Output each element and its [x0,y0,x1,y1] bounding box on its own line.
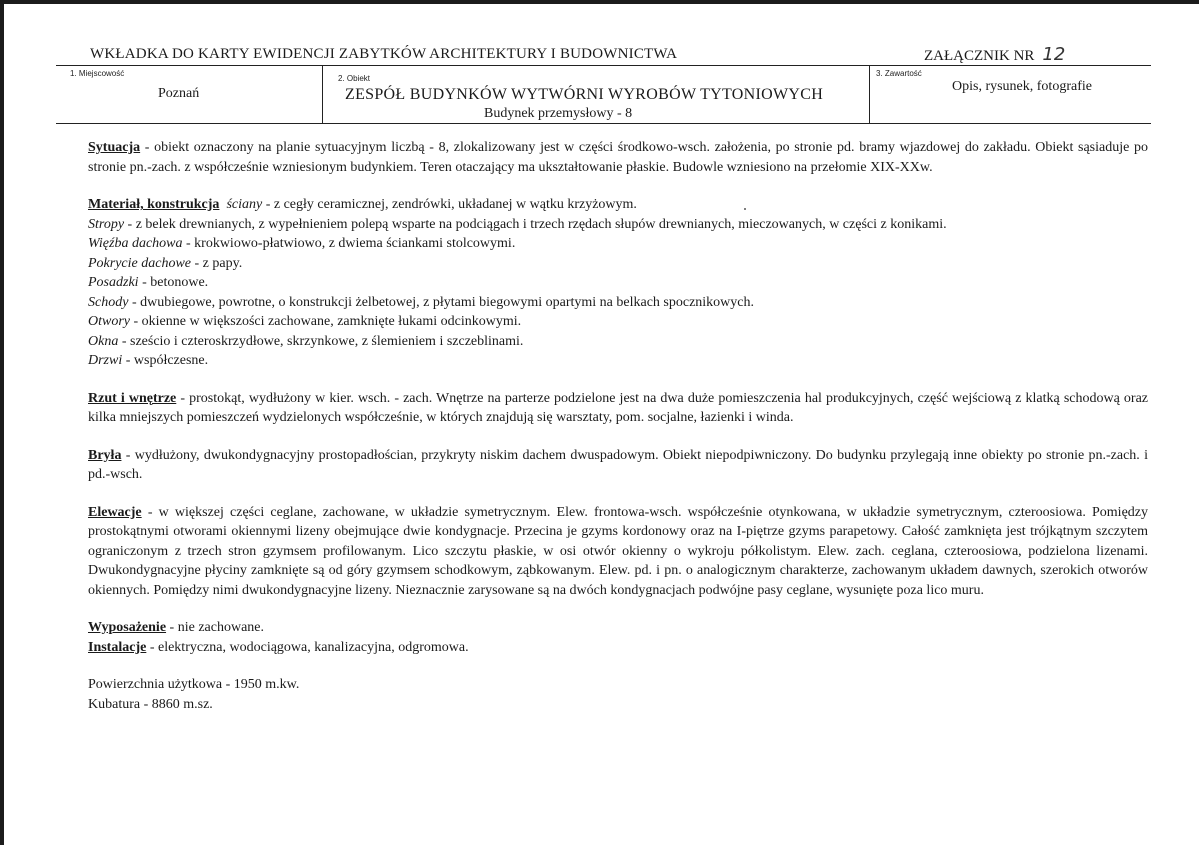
material-item-name: Schody [88,294,129,310]
document-body [88,138,1148,714]
material-item-name: Stropy [88,216,125,232]
material-line-0 [88,195,1148,215]
label-bryla: Bryła [88,447,122,463]
text-bryla: - wydłużony, dwukondygnacyjny prostopadłościan, przykryty niskim dachem dwuspadowym. Obiekt niepodpiwniczony. Do budynku przylegają inne obiekty po stronie pn.-zach. i pd.-wsch. [88,447,1148,482]
material-item-name: Pokrycie dachowe [88,255,192,271]
material-item-name: Okna [88,333,119,349]
material-line-3 [88,254,1148,274]
material-line-1 [88,215,1148,235]
annex-label-text: ZAŁĄCZNIK NR [924,48,1035,64]
label-sytuacja: Sytuacja [88,140,141,155]
material-item-text: - z belek drewnianych, z wypełnieniem polepą wsparte na podciągach i trzech rzędach słupów drewnianych, mieczowanych, w części z konikami. [124,216,947,232]
label-instalacje: Instalacje [88,639,147,655]
stat-area: Powierzchnia użytkowa - 1950 m.kw. [88,677,300,692]
section-elewacje [88,503,1148,601]
annex-label [924,44,1065,65]
material-item-text: - współczesne. [122,353,209,368]
header-divider-2 [869,65,870,123]
section-wyposazenie [88,618,1148,638]
label-rzut: Rzut i wnętrze [88,390,177,406]
material-item-text: - krokwiowo-płatwiowo, z dwiema ściankami stolcowymi. [182,236,516,251]
material-line-6 [88,312,1148,332]
field2-value: ZESPÓŁ BUDYNKÓW WYTWÓRNI WYROBÓW TYTONIOWYCH [345,86,824,103]
material-line-2 [88,234,1148,254]
section-sytuacja [88,138,1148,177]
material-item-text: - betonowe. [138,275,209,290]
material-item-name: Posadzki [88,275,139,290]
material-item-text: - dwubiegowe, powrotne, o konstrukcji żelbetowej, z płytami biegowymi opartymi na belkach spocznikowych. [128,294,755,310]
material-item-name: Drzwi [88,353,123,368]
material-item-name: ściany [226,197,263,212]
text-elewacje: - w większej części ceglane, zachowane, w układzie symetrycznym. Elew. frontowa-wsch. współcześnie otynkowana, w układzie symetrycznym, czteroosiowa. Pomiędzy prostokątnymi otworami okiennymi lizeny obejmujące dwie kondygnacje. Przecina je gzyms kordonowy oraz na I-piętrze gzyms parapetowy. Całość zamknięta jest trójkątnym szczytem ograniczonym z trzech stron gzymsem profilowanym. Lico szczytu płaskie, w osi otwór okienny o wykroju półkolistym. Elew. zach. ceglana, czteroosiowa, podzielona lizenami. Dwukondygnacyjne płyciny zamknięte są od góry gzymsem schodkowym, ząbkowanym. Elew. pd. i pn. o analogicznym charakterze, zachowanym układem dawnych, szerokich otworów okiennych. Pomiędzy nimi dwukondygnacyjne lizeny. Nieznacznie zarysowane są na dwóch kondygnacjach podwójne pasy ceglane, wysunięte poza lico muru. [88,504,1148,598]
section-rzut [88,389,1148,428]
field1-label: 1. Miejscowość [70,69,125,78]
field3-value: Opis, rysunek, fotografie [952,79,1092,94]
material-item-text: - sześcio i czteroskrzydłowe, skrzynkowe, z ślemieniem i szczeblinami. [118,333,524,349]
material-item-text: - okienne w większości zachowane, zamknięte łukami odcinkowymi. [130,314,522,329]
field2-label: 2. Obiekt [338,74,371,83]
scan-edge-left [0,0,4,845]
material-line-4 [88,273,1148,293]
header-rule-bottom [56,123,1151,124]
material-line-5 [88,293,1148,313]
scan-edge-top [0,0,1199,4]
material-line-8 [88,351,1148,371]
field2-sub: Budynek przemysłowy - 8 [484,106,633,121]
material-item-name: Otwory [88,314,130,329]
section-bryla [88,446,1148,485]
text-instalacje: - elektryczna, wodociągowa, kanalizacyjna, odgromowa. [146,639,469,655]
material-item-name: Więźba dachowa [88,236,183,251]
field3-label: 3. Zawartość [876,69,922,78]
material-item-text: - z cegły ceramicznej, zendrówki, układanej w wątku krzyżowym. [262,197,637,212]
form-title: WKŁADKA DO KARTY EWIDENCJI ZABYTKÓW ARCHITEKTURY I BUDOWNICTWA [90,46,678,62]
annex-number: 12 [1042,44,1066,65]
section-instalacje [88,638,1148,658]
field1-value: Poznań [158,86,200,101]
text-sytuacja: - obiekt oznaczony na planie sytuacyjnym liczbą - 8, zlokalizowany jest w części środkowo-wsch. założenia, po stronie pd. bramy wjazdowej do zakładu. Obiekt sąsiaduje po stronie pn.-zach. z współcześnie wzniesionym budynkiem. Teren otaczający ma ukształtowanie płaskie. Budowle wzniesiono na przełomie XIX-XXw. [88,140,1148,175]
material-item-text: - z papy. [191,255,243,271]
material-line-7 [88,332,1148,352]
section-material [88,195,1148,371]
stat-volume: Kubatura - 8860 m.sz. [88,696,213,712]
text-rzut: - prostokąt, wydłużony w kier. wsch. - zach. Wnętrze na parterze podzielone jest na dwa duże pomieszczenia hal produkcyjnych, część wejściową z klatką schodową oraz kilka mniejszych pomieszczeń wydzielonych współcześnie, w których znajdują się warsztaty, pom. socjalne, łazienki i winda. [88,390,1148,425]
text-wyposazenie: - nie zachowane. [166,620,264,635]
label-elewacje: Elewacje [88,504,142,520]
header-rule-top [56,65,1151,66]
label-wyposazenie: Wyposażenie [88,620,167,635]
label-material: Materiał, konstrukcja [88,197,220,212]
section-stats [88,675,1148,714]
header-divider-1 [322,65,323,123]
